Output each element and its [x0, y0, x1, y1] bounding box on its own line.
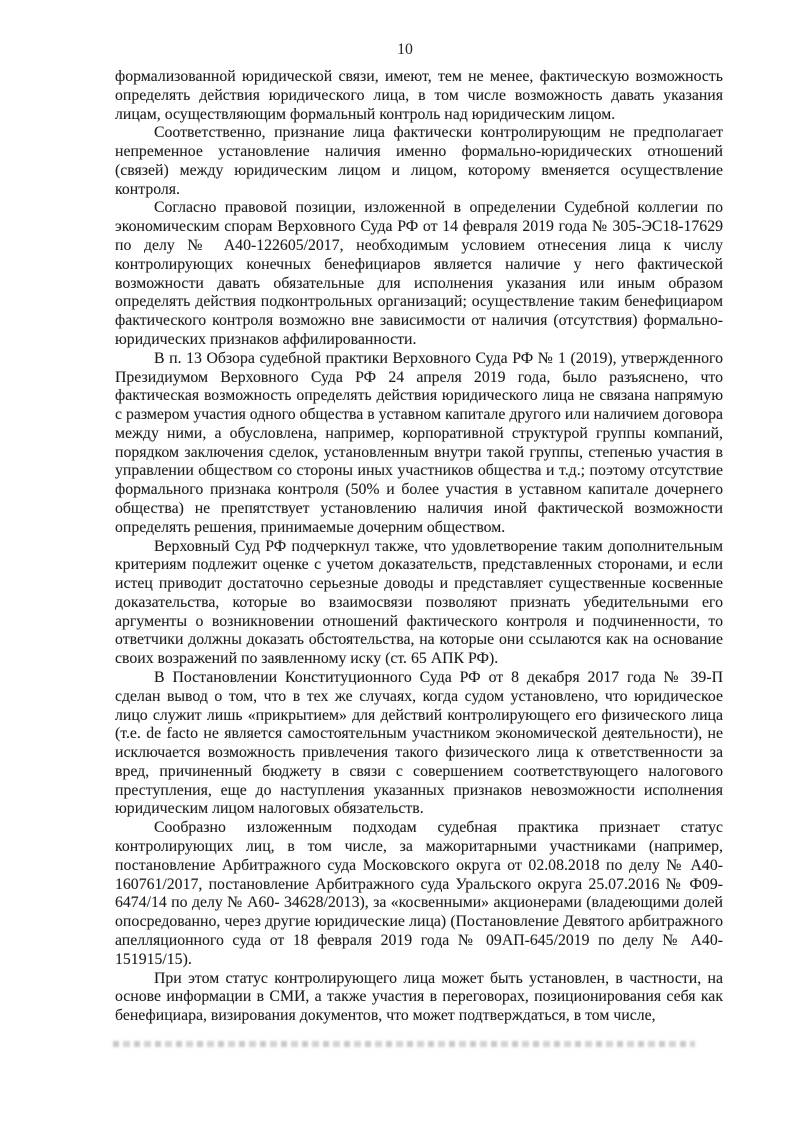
body-paragraph: В п. 13 Обзора судебной практики Верховного Суда РФ № 1 (2019), утвержденного Президиумом Верховного Суда РФ 24 апреля 2019 года, было разъяснено, что фактическая возможность определять действия юридического лица не связана напрямую с размером участия одного общества в уставном капитале другого или наличием договора между ними, а обусловлена, например, корпоративной структурой группы компаний, порядком заключения сделок, установленным внутри такой группы, степенью участия в управлении обществом со стороны иных участников общества и т.д.; поэтому отсутствие формального признака контроля (50% и более участия в уставном капитале дочернего общества) не препятствует установлению наличия иной фактической возможности определять решения, принимаемые дочерним обществом. — [115, 349, 723, 536]
body-paragraph: Согласно правовой позиции, изложенной в определении Судебной коллегии по экономическим спорам Верховного Суда РФ от 14 февраля 2019 года № 305-ЭС18-17629 по делу № А40-122605/2017, необходимым условием отнесения лица к числу контролирующих конечных бенефициаров является наличие у него фактической возможности давать обязательные для исполнения указания или иным образом определять действия подконтрольных организаций; осуществление таким бенефициаром фактического контроля возможно вне зависимости от наличия (отсутствия) формально-юридических признаков аффилированности. — [115, 199, 723, 348]
body-paragraph: формализованной юридической связи, имеют, тем не менее, фактическую возможность определять действия юридического лица, в том числе возможность давать указания лицам, осуществляющим формальный контроль над юридическим лицом. — [115, 68, 723, 123]
body-paragraph: Сообразно изложенным подходам судебная практика признает статус контролирующих лиц, в том числе, за мажоритарными участниками (например, постановление Арбитражного суда Московского округа от 02.08.2018 по делу № А40-160761/2017, постановление Арбитражного суда Уральского округа 25.07.2016 № Ф09-6474/14 по делу № А60- 34628/2013), за «косвенными» акционерами (владеющими долей опосредованно, через другие юридические лица) (Постановление Девятого арбитражного апелляционного суда от 18 февраля 2019 года № 09АП-645/2019 по делу № А40-151915/15). — [115, 819, 723, 968]
document-body — [115, 68, 723, 1026]
body-paragraph: Соответственно, признание лица фактически контролирующим не предполагает непременное установление наличия именно формально-юридических отношений (связей) между юридическим лицом и лицом, которому вменяется осуществление контроля. — [115, 124, 723, 198]
body-paragraph: Верховный Суд РФ подчеркнул также, что удовлетворение таким дополнительным критериям подлежит оценке с учетом доказательств, представленных сторонами, и если истец приводит достаточно серьезные доводы и представляет существенные косвенные доказательства, которые во взаимосвязи позволяют признать убедительными его аргументы о возникновении отношений фактического контроля и подчиненности, то ответчики должны доказать обстоятельства, на которые они ссылаются как на основание своих возражений по заявленному иску (ст. 65 АПК РФ). — [115, 537, 723, 668]
scan-artifact-next-line-cutoff — [113, 1041, 695, 1047]
page-number: 10 — [397, 41, 413, 58]
body-paragraph: В Постановлении Конституционного Суда РФ от 8 декабря 2017 года № 39-П сделан вывод о том, что в тех же случаях, когда судом установлено, что юридическое лицо служит лишь «прикрытием» для действий контролирующего его физического лица (т.е. de facto не является самостоятельным участником экономической деятельности), не исключается возможность привлечения такого физического лица к ответственности за вред, причиненный бюджету в связи с совершением соответствующего налогового преступления, еще до наступления указанных признаков невозможности исполнения юридическим лицом налоговых обязательств. — [115, 669, 723, 818]
body-paragraph: При этом статус контролирующего лица может быть установлен, в частности, на основе информации в СМИ, а также участия в переговорах, позиционирования себя как бенефициара, визирования документов, что может подтверждаться, в том числе, — [115, 969, 723, 1025]
